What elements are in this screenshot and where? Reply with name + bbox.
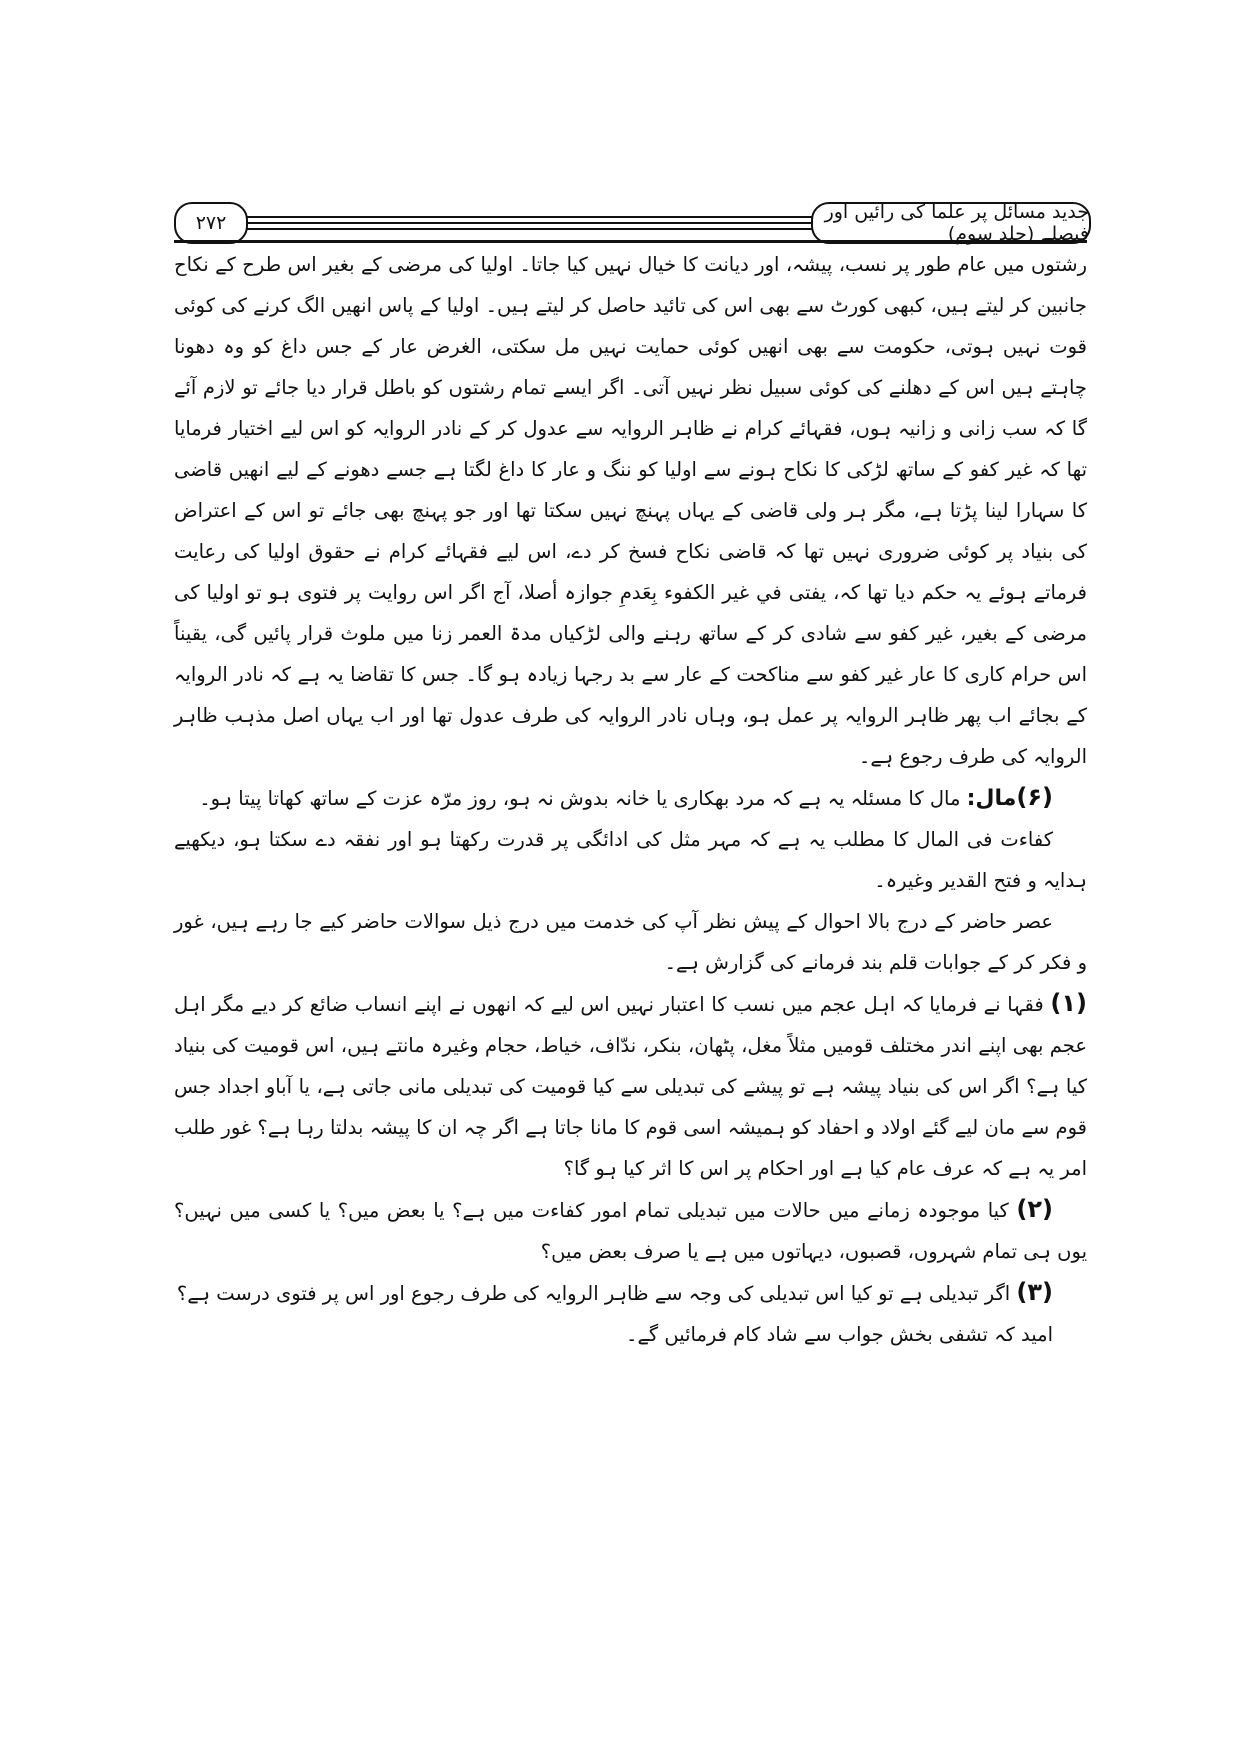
closing-line: امید کہ تشفی بخش جواب سے شاد کام فرمائیں گے۔ xyxy=(626,1323,1053,1346)
body-paragraph: رشتوں میں عام طور پر نسب، پیشہ، اور دیانت کا خیال نہیں کیا جاتا۔ اولیا کی مرضی کے بغیر اس طرح کے نکاح جانبین کر لیتے ہیں، کبھی کورٹ سے بھی اس کی تائید حاصل کر لیتے ہیں۔ اولیا کے پاس انھیں الگ کرنے کی کوئی قوت نہیں ہوتی، حکومت سے بھی انھیں کوئی حمایت نہیں مل سکتی، الغرض عار کے جس داغ کو وہ دھونا چاہتے ہیں اس کے دھلنے کی کوئی سبیل نظر نہیں آتی۔ اگر ایسے تمام رشتوں کو باطل قرار دیا جائے تو لازم آئے گا کہ سب زانی و زانیہ ہوں، فقہائے کرام نے ظاہر الروایہ سے عدول کر کے نادر الروایہ کو اس لیے اختیار فرمایا تھا کہ غیر کفو کے ساتھ لڑکی کا نکاح ہونے سے اولیا کو ننگ و عار کا داغ لگتا ہے جسے دھونے کے لیے انھیں قاضی کا سہارا لینا پڑتا ہے، مگر ہر ولی قاضی کے یہاں پہنچ نہیں سکتا تھا اور جو پہنچ بھی جائے تو اس کے اعتراض کی بنیاد پر کوئی ضروری نہیں تھا کہ قاضی نکاح فسخ کر دے، اس لیے فقہائے کرام نے حقوق اولیا کی رعایت فرماتے ہوئے یہ حکم دیا تھا کہ، یفتی في غیر الکفوء بِعَدمِ جوازہ أصلا، آج اگر اس روایت پر فتوی ہو تو اولیا کی مرضی کے بغیر، غیر کفو سے شادی کر کے ساتھ رہنے والی لڑکیاں مدۃ العمر زنا میں ملوث قرار پائیں گی، یقیناً اس حرام کاری کا عار غیر کفو سے مناکحت کے عار سے بد رجہا زیادہ ہو گا۔ جس کا تقاضا یہ ہے کہ نادر الروایہ کے بجائے اب پھر ظاہر الروایہ پر عمل ہو، وہاں نادر الروایہ کی طرف عدول تھا اور اب یہاں اصل مذہب ظاہر الروایہ کی طرف رجوع ہے۔ xyxy=(174,253,1087,768)
question-3 xyxy=(174,1272,1087,1314)
question-text: اگر تبدیلی ہے تو کیا اس تبدیلی کی وجہ سے ظاہر الروایہ کی طرف رجوع اور اس پر فتوی درست ہے؟ xyxy=(176,1282,1011,1305)
section-number: (۶) xyxy=(1016,783,1053,811)
header-divider xyxy=(174,240,1087,243)
body-paragraph: عصر حاضر کے درج بالا احوال کے پیش نظر آپ کی خدمت میں درج ذیل سوالات حاضر کیے جا رہے ہیں، غور و فکر کر کے جوابات قلم بند فرمانے کی گزارش ہے۔ xyxy=(174,910,1087,974)
question-2 xyxy=(174,1189,1087,1272)
book-title: جدید مسائل پر علما کی رائیں اور فیصلے (جلد سوم) xyxy=(811,202,1091,244)
page-header xyxy=(0,0,1240,245)
section-mal xyxy=(174,777,1087,819)
question-number: (۲) xyxy=(1016,1195,1054,1223)
section-heading: مال: xyxy=(966,786,1017,811)
question-text: کیا موجودہ زمانے میں حالات میں تبدیلی تمام امور کفاءت میں ہے؟ یا بعض میں؟ یا کسی میں نہیں؟ یوں ہی تمام شہروں، قصبوں، دیہاتوں میں ہے یا صرف بعض میں؟ xyxy=(174,1199,1087,1263)
question-1 xyxy=(174,983,1087,1189)
body-paragraph: کفاءت فی المال کا مطلب یہ ہے کہ مہر مثل کی ادائگی پر قدرت رکھتا ہو اور نفقہ دے سکتا ہو، دیکھیے ہدایہ و فتح القدیر وغیرہ۔ xyxy=(174,828,1087,892)
question-number: (۱) xyxy=(1050,989,1087,1017)
question-text: فقہا نے فرمایا کہ اہل عجم میں نسب کا اعتبار نہیں اس لیے کہ انھوں نے اپنے انساب ضائع کر دیے مگر اہل عجم بھی اپنے اندر مختلف قومیں مثلاً مغل، پٹھان، بنکر، ندّاف، خیاط، حجام وغیرہ مانتے ہیں، اس قومیت کی بنیاد کیا ہے؟ اگر اس کی بنیاد پیشہ ہے تو پیشے کی تبدیلی سے کیا قومیت کی تبدیلی مانی جاتی ہے، یا آباو اجداد جس قوم سے مان لیے گئے اولاد و احفاد کو ہمیشہ اسی قوم کا مانا جاتا ہے اگر چہ ان کا پیشہ بدلتا رہا ہے؟ غور طلب امر یہ ہے کہ عرف عام کیا ہے اور احکام پر اس کا اثر کیا ہو گا؟ xyxy=(174,993,1087,1180)
page-body xyxy=(174,244,1087,1724)
section-text: مال کا مسئلہ یہ ہے کہ مرد بھکاری یا خانہ بدوش نہ ہو، روز مرّہ عزت کے ساتھ کھاتا پیتا ہو۔ xyxy=(199,787,961,810)
page-number: ۲۷۲ xyxy=(174,202,248,244)
question-number: (۳) xyxy=(1016,1278,1053,1306)
